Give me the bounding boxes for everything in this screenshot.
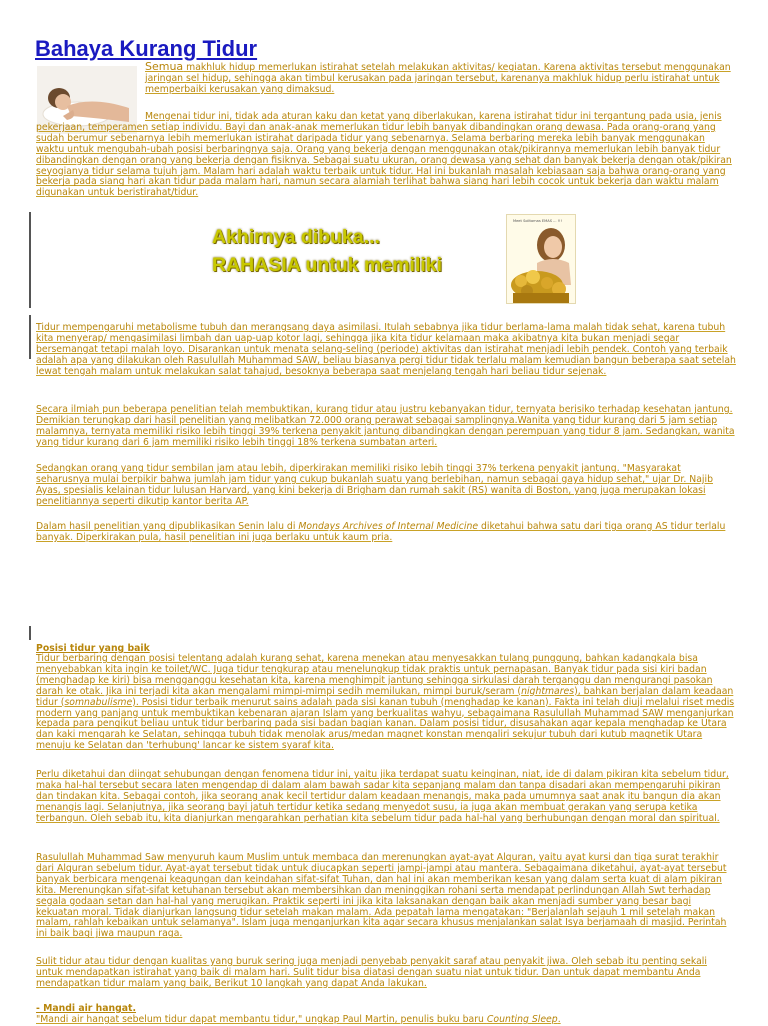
intro-paragraph (145, 62, 735, 96)
p7-text-a: Tidur berbaring dengan posisi telentang adalah kurang sehat, karena menekan atau menyesakkan tulang punggung, bahkan kadangkala bisa menyebabkan kita ingin ke toilet/WC. Juga tidur tengkurap atau menelungkup tidak praktis untuk pernapasan. Banyak tidur pada sisi kiri badan (menghadap ke kiri) bisa mengganggu kesehatan kita, karena menghimpit jantung sehingga sirkulasi darah terganggu dan mengurangi pasokan darah ke otak. Jika ini terjadi kita akan mengalami mimpi-mimpi sedih memilukan, mimpi buruk/seram ( (36, 653, 713, 697)
p6-text-a: Dalam hasil penelitian yang dipublikasikan Senin lalu di (36, 521, 299, 532)
paragraph-10: Sulit tidur atau tidur dengan kualitas yang buruk sering juga menjadi penyebab penyakit saraf atau penyakit jiwa. Oleh sebab itu penting sekali untuk mendapatkan istirahat yang baik di malam hari. Sulit tidur bisa diatasi dengan suatu niat untuk tidur. Dan untuk dapat membantu Anda mendapatkan tidur malam yang baik, Berikut 10 langkah yang dapat Anda lakukan. (36, 956, 707, 989)
paragraph-4: Secara ilmiah pun beberapa penelitian telah membuktikan, kurang tidur atau justru kebanyakan tidur, ternyata berisiko terhadap kesehatan jantung. Demikian terungkap dari hasil penelitian yang melibatkan 72.000 orang perawat sebagai samplingnya.Wanita yang tidur kurang dari 5 jam setiap malamnya, ternyata memiliki risiko lebih tinggi 39% terkena penyakit jantung dibandingkan dengan perempuan yang tidur 8 jam. Sedangkan, wanita yang tidur kurang dari 6 jam memiliki risiko lebih tinggi 18% terkena sumbatan arteri. (36, 404, 735, 448)
gold-woman-photo (506, 214, 576, 304)
mandi-air-heading: - Mandi air hangat. (36, 1003, 137, 1014)
ad-line-2: RAHASIA untuk memiliki (212, 254, 443, 276)
ad-photo-caption: Meet Solitomas EMAS ... !!! (513, 219, 563, 223)
intro-lead: Semua (145, 60, 184, 73)
ad-banner[interactable] (208, 214, 580, 306)
paragraph-6 (36, 522, 736, 544)
p7-nightmares: nightmares (521, 685, 575, 697)
section-divider-2 (29, 315, 31, 359)
paragraph-7 (36, 654, 736, 752)
p7-somnabulisme: somnabulisme (64, 696, 133, 708)
p11-book-title: Counting Sleep (486, 1014, 558, 1025)
article-title: Bahaya Kurang Tidur (35, 36, 258, 61)
paragraph-8: Perlu diketahui dan diingat sehubungan dengan fenomena tidur ini, yaitu jika terdapat suatu keinginan, niat, ide di dalam pikiran kita sebelum tidur, maka hal-hal tersebut secara laten mengendap di dalam alam bawah sadar kita sepanjang malam dan tanpa disadari akan mempengaruhi pikiran dan tindakan kita. Sebagai contoh, jika seorang anak kecil tertidur dalam keadaan menangis, maka pada umumnya saat anak itu bangun dia akan menangis lagi. Selanjutnya, jika seorang bayi jatuh tertidur ketika sedang menyedot susu, ia juga akan membuat gerakan yang serupa ketika terbangun. Oleh sebab itu, kita dianjurkan mengarahkan perhatian kita sebelum tidur pada hal-hal yang berhubungan dengan moral dan spiritual. (36, 769, 729, 824)
ad-line-1: Akhirnya dibuka... (212, 226, 380, 248)
paragraph-2: Mengenai tidur ini, tidak ada aturan kaku dan ketat yang diberlakukan, karena istirahat tidur ini tergantung pada usia, jenis pekerjaan, temperamen setiap individu. Bayi dan anak-anak memerlukan tidur lebih banyak dibandingkan orang dewasa. Pada orang-orang yang sudah berumur sebenarnya lebih memerlukan istirahat daripada tidur yang sebenarnya. Selama berbaring mereka lebih banyak menggunakan waktu untuk mengubah-ubah posisi berbaringnya saja. Orang yang bekerja dengan menggunakan otak/pikirannya memerlukan lebih banyak tidur dibandingkan dengan orang yang bekerja dengan fisiknya. Sebagai suatu ukuran, orang dewasa yang sehat dan banyak bekerja dengan otak/pikiran seyogianya tidur selama tujuh jam. Malam hari adalah waktu terbaik untuk tidur. Hal ini bukanlah masalah kebiasaan saja bahwa orang-orang yang bekerja pada siang hari akan tidur pada malam hari, namun secara alamiah terlihat bahwa siang hari lebih cocok untuk bekerja dan waktu malam digunakan untuk beristirahat/tidur. (36, 111, 732, 199)
posisi-tidur-heading: Posisi tidur yang baik (36, 643, 150, 654)
paragraph-9: Rasulullah Muhammad Saw menyuruh kaum Muslim untuk membaca dan merenungkan ayat-ayat Alquran, yaitu ayat kursi dan tiga surat terakhir dari Alquran sebelum tidur. Ayat-ayat tersebut tidak untuk diucapkan seperti jampi-jampi atau mantera. Sebagaimana diketahui, ayat-ayat tersebut banyak berbicara mengenai keagungan dan keindahan sifat-sifat Tuhan, dan hal ini akan memberikan kesan yang dalam serta kuat di alam pikiran kita. Merenungkan sifat-sifat ketuhanan tersebut akan membersihkan dan meninggikan rohani serta mendapat perlindungan Allah Swt terhadap segala godaan setan dan hal-hal yang merugikan. Praktik seperti ini jika kita laksanakan dengan baik akan menjadi sumber yang besar bagi kekuatan moral. Tidak dianjurkan langsung tidur setelah makan malam. Ada pepatah lama mengatakan: "Berjalanlah sejauh 1 mil setelah makan malam, rahlah kebaikan untuk selamanya". Islam juga menganjurkan kita agar secara khusus menjalankan salat Isya berjamaah di masjid. Perintah ini baik bagi jiwa maupun raga. (36, 852, 727, 940)
section-divider-3 (29, 626, 31, 640)
p11-text-b: . (557, 1014, 561, 1025)
paragraph-11 (36, 1015, 736, 1026)
p7-text-c: ). Posisi tidur terbaik menurut sains adalah pada sisi kanan tubuh (menghadap ke kanan). Fakta ini telah diuji melalui riset medis modern yang panjang untuk membuktikan kebenaran ajaran Islam yang berkualitas wahyu, sebagaimana Rasulullah Muhammad SAW menganjurkan kepada para pengikut beliau untuk tidur berbaring pada sisi badan bagian kanan. Dalam posisi tidur, disusahakan agar kepala menghadap ke Utara dan kaki mengarah ke Selatan, sehingga tubuh tidak menolak arus/medan magnet konstan mengaliri sekujur tubuh dari kutub magnetik Utara menuju ke Selatan dan 'terhubung' lancar ke sistem syaraf kita. (36, 696, 735, 752)
paragraph-3: Tidur mempengaruhi metabolisme tubuh dan merangsang daya asimilasi. Itulah sebabnya jika tidur berlama-lama malah tidak sehat, karena tubuh kita menyerap/ mengasimilasi limbah dan uap-uap kotor lagi, sehingga jika kita tidur kelamaan maka akibatnya kita bukan menjadi segar bersemangat tetapi malah loyo. Disarankan untuk menata selang-seling (periode) aktivitas dan istirahat menjadi lebih pendek. Contoh yang terbaik adalah apa yang dilakukan oleh Rasulullah Muhammad SAW, beliau biasanya pergi tidur tidak terlalu malam kemudian bangun beberapa saat setelah lewat tengah malam untuk melakukan salat tahajud, besoknya beberapa saat menjelang tengah hari beliau tidur sejenak. (36, 322, 736, 377)
p6-journal: Mondays Archives of Internal Medicine (298, 521, 479, 532)
intro-rest: makhluk hidup memerlukan istirahat setelah melakukan aktivitas/ kegiatan. Karena aktivitas tersebut menggunakan jaringan sel hidup, sehingga akan timbul kerusakan pada jaringan tersebut, karenanya makhluk hidup perlu istirahat untuk memperbaiki kerusakan yang dimaksud. (145, 62, 731, 95)
p6-text-b: diketahui bahwa satu dari tiga orang AS tidur terlalu banyak. Diperkirakan pula, hasil penelitian ini juga berlaku untuk kaum pria. (36, 521, 726, 543)
section-divider (29, 212, 31, 308)
p11-text-a: "Mandi air hangat sebelum tidur dapat membantu tidur," ungkap Paul Martin, penulis buku baru (36, 1014, 487, 1025)
p7-text-b: ), bahkan berjalan dalam keadaan tidur ( (36, 685, 734, 708)
paragraph-5: Sedangkan orang yang tidur sembilan jam atau lebih, diperkirakan memiliki risiko lebih tinggi 37% terkena penyakit jantung. "Masyarakat seharusnya mulai berpikir bahwa jumlah jam tidur yang cukup bukanlah suatu yang berlebihan, namun sebagai gaya hidup sehat," ujar Dr. Najib Ayas, spesialis kelainan tidur lulusan Harvard, yang kini bekerja di Brigham dan rumah sakit (RS) wanita di Boston, yang juga merupakan lokasi penelitiannya seperti dikutip kantor berita AP. (36, 463, 713, 507)
